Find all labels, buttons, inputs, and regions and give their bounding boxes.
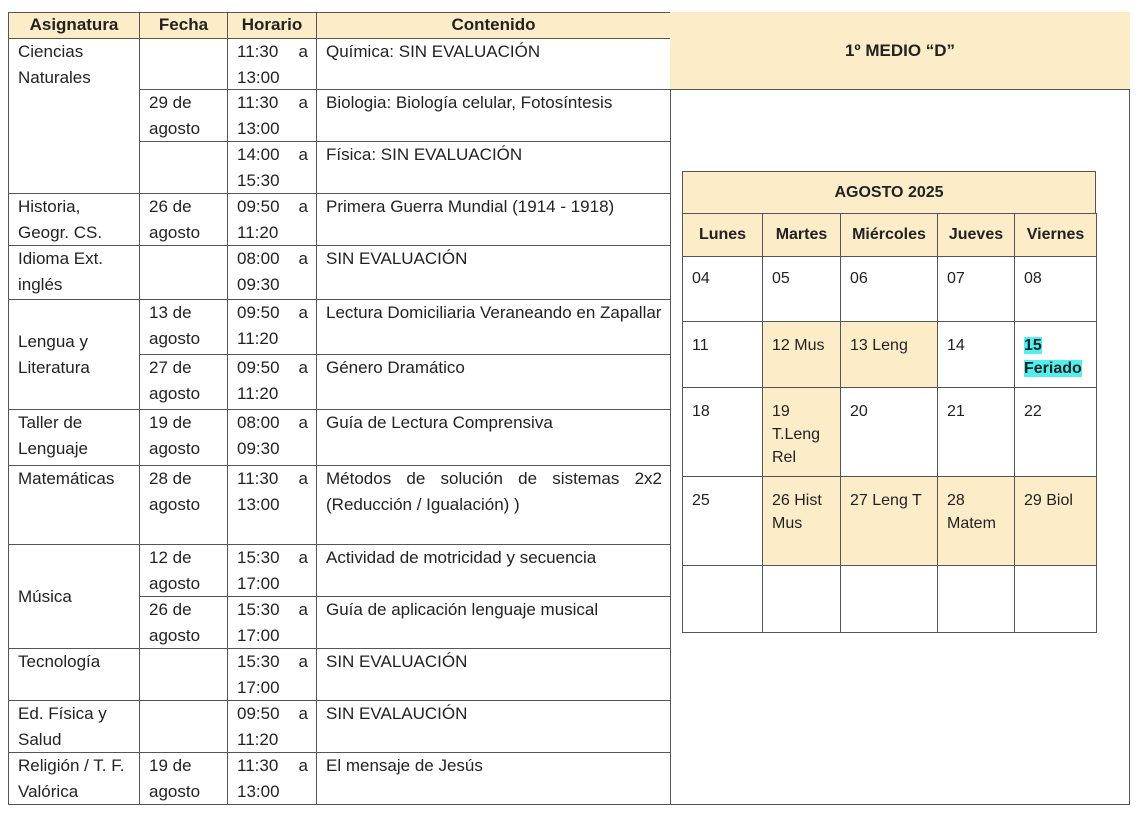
date-cell xyxy=(140,246,228,300)
time-cell: 15:30 a 17:00 xyxy=(228,545,317,597)
calendar-day-cell: 14 xyxy=(937,321,1015,388)
calendar-day-cell: 19 T.Leng Rel xyxy=(762,387,841,477)
content-cell: SIN EVALUACIÓN xyxy=(317,246,670,300)
time-cell: 11:30 a 13:00 xyxy=(228,39,317,90)
content-cell: Guía de aplicación lenguaje musical xyxy=(317,597,670,649)
date-cell: 29 de agosto xyxy=(140,90,228,142)
subject-label: Ed. Física y Salud xyxy=(18,704,107,749)
holiday-mark: 15 Feriado xyxy=(1024,337,1082,377)
content-cell: Género Dramático xyxy=(317,355,670,410)
calendar-day-cell xyxy=(1014,565,1097,633)
subject-cell xyxy=(9,39,140,194)
date-cell: 12 de agosto xyxy=(140,545,228,597)
header-fecha: Fecha xyxy=(140,13,228,39)
calendar-day-header: Lunes xyxy=(682,213,763,257)
content-cell: Métodos de solución de sistemas 2x2 (Reducción / Igualación) ) xyxy=(317,466,670,545)
date-cell: 28 de agosto xyxy=(140,466,228,545)
calendar-day-cell: 18 xyxy=(682,387,763,477)
calendar-day-cell: 20 xyxy=(840,387,938,477)
content-cell: Química: SIN EVALUACIÓN xyxy=(317,39,670,90)
calendar-day-cell: 27 Leng T xyxy=(840,476,938,566)
date-cell xyxy=(140,649,228,701)
subject-cell xyxy=(9,300,140,410)
calendar-day-cell: 25 xyxy=(682,476,763,566)
content-cell: SIN EVALUACIÓN xyxy=(317,649,670,701)
content-cell: El mensaje de Jesús xyxy=(317,753,670,805)
subject-cell xyxy=(9,246,140,300)
subject-label: Música xyxy=(18,586,72,606)
date-cell: 26 de agosto xyxy=(140,194,228,246)
content-cell: Biologia: Biología celular, Fotosíntesis xyxy=(317,90,670,142)
calendar-day-cell: 13 Leng xyxy=(840,321,938,388)
calendar-day-cell: 04 xyxy=(682,256,763,322)
time-cell: 09:50 a 11:20 xyxy=(228,194,317,246)
calendar-day-header: Martes xyxy=(762,213,841,257)
content-cell: Primera Guerra Mundial (1914 - 1918) xyxy=(317,194,670,246)
time-cell: 14:00 a 15:30 xyxy=(228,142,317,194)
content-cell: SIN EVALAUCIÓN xyxy=(317,701,670,753)
time-cell: 15:30 a 17:00 xyxy=(228,649,317,701)
subject-label: Taller de Lenguaje xyxy=(18,413,88,458)
calendar-day-header: Viernes xyxy=(1014,213,1097,257)
content-cell: Guía de Lectura Comprensiva xyxy=(317,410,670,466)
header-horario: Horario xyxy=(228,13,317,39)
date-cell: 19 de agosto xyxy=(140,753,228,805)
date-cell: 27 de agosto xyxy=(140,355,228,410)
calendar-day-cell xyxy=(1014,321,1097,388)
content-cell: Lectura Domiciliaria Veraneando en Zapallar xyxy=(317,300,670,355)
subject-cell xyxy=(9,701,140,753)
header-asignatura: Asignatura xyxy=(9,13,140,39)
time-cell: 11:30 a 13:00 xyxy=(228,753,317,805)
subject-label: Religión / T. F. Valórica xyxy=(18,756,125,801)
calendar-day-cell: 22 xyxy=(1014,387,1097,477)
subject-cell xyxy=(9,545,140,649)
calendar-day-cell xyxy=(762,565,841,633)
calendar-day-cell: 29 Biol xyxy=(1014,476,1097,566)
calendar-title: AGOSTO 2025 xyxy=(682,171,1096,214)
calendar-day-cell: 11 xyxy=(682,321,763,388)
subject-cell xyxy=(9,753,140,805)
date-cell xyxy=(140,701,228,753)
content-cell: Actividad de motricidad y secuencia xyxy=(317,545,670,597)
subject-cell xyxy=(9,649,140,701)
calendar-day-cell xyxy=(937,565,1015,633)
calendar-day-cell: 12 Mus xyxy=(762,321,841,388)
subject-label: Matemáticas xyxy=(18,469,115,488)
time-cell: 09:50 a 11:20 xyxy=(228,701,317,753)
subject-label: Historia, Geogr. CS. xyxy=(18,197,103,242)
calendar-day-cell: 26 Hist Mus xyxy=(762,476,841,566)
header-contenido: Contenido xyxy=(317,13,670,39)
course-title: 1º MEDIO “D” xyxy=(670,12,1130,90)
calendar-day-cell: 08 xyxy=(1014,256,1097,322)
date-cell: 13 de agosto xyxy=(140,300,228,355)
calendar-day-cell: 05 xyxy=(762,256,841,322)
calendar-day-header: Jueves xyxy=(937,213,1015,257)
calendar-day-cell: 28 Matem xyxy=(937,476,1015,566)
date-cell: 26 de agosto xyxy=(140,597,228,649)
subject-cell xyxy=(9,410,140,466)
calendar-day-cell: 21 xyxy=(937,387,1015,477)
calendar-day-cell xyxy=(840,565,938,633)
time-cell: 11:30 a 13:00 xyxy=(228,466,317,545)
subject-cell xyxy=(9,466,140,545)
date-cell xyxy=(140,142,228,194)
subject-label: Ciencias Naturales xyxy=(18,42,91,87)
subject-label: Tecnología xyxy=(18,652,101,671)
time-cell: 08:00 a 09:30 xyxy=(228,410,317,466)
calendar-day-header: Miércoles xyxy=(840,213,938,257)
time-cell: 09:50 a 11:20 xyxy=(228,300,317,355)
subject-label: Lengua y Literatura xyxy=(18,331,90,377)
subject-cell xyxy=(9,194,140,246)
calendar-day-cell: 06 xyxy=(840,256,938,322)
calendar-day-cell: 07 xyxy=(937,256,1015,322)
calendar xyxy=(682,171,1096,633)
divider xyxy=(670,12,671,805)
content-cell: Física: SIN EVALUACIÓN xyxy=(317,142,670,194)
subject-label: Idioma Ext. inglés xyxy=(18,249,104,294)
time-cell: 15:30 a 17:00 xyxy=(228,597,317,649)
time-cell: 08:00 a 09:30 xyxy=(228,246,317,300)
time-cell: 11:30 a 13:00 xyxy=(228,90,317,142)
calendar-day-cell xyxy=(682,565,763,633)
date-cell: 19 de agosto xyxy=(140,410,228,466)
time-cell: 09:50 a 11:20 xyxy=(228,355,317,410)
date-cell xyxy=(140,39,228,90)
